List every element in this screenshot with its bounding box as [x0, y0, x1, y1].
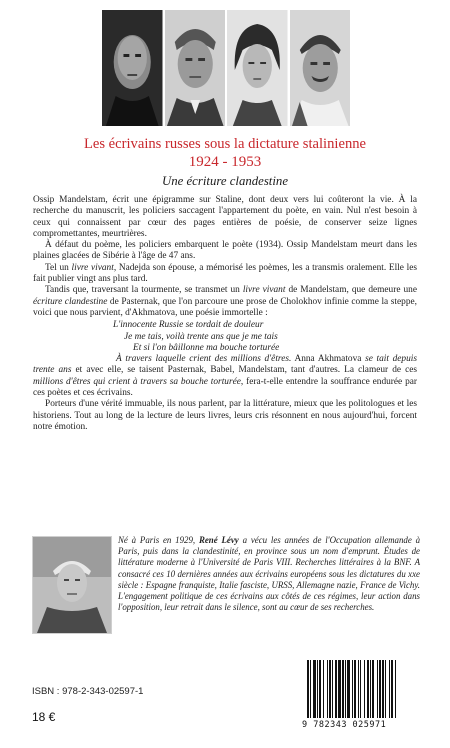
portrait-akhmatova: [227, 10, 288, 126]
barcode-bar: [377, 660, 378, 718]
barcode-bar: [385, 660, 386, 718]
barcode-bar: [307, 660, 309, 718]
book-dates: 1924 - 1953: [188, 154, 262, 170]
author-name: René Lévy: [198, 535, 239, 545]
paragraph-4: [33, 285, 417, 319]
bio-text: Né à Paris en 1929,: [118, 535, 199, 545]
p3-emphasis: livre vivant: [71, 262, 114, 273]
barcode: [305, 660, 423, 720]
price: 18 €: [32, 710, 56, 724]
poem: [33, 320, 417, 399]
portrait-mayakovsky: [102, 10, 163, 126]
barcode-bar: [367, 660, 369, 718]
portrait-gorky: [290, 10, 351, 126]
barcode-bar: [354, 660, 356, 718]
barcode-bar: [342, 660, 344, 718]
commentary-3: , fera-t-elle entendre la souffrance endurée par ces poètes et ces écrivains.: [33, 376, 418, 399]
barcode-bar: [360, 660, 361, 718]
p4-emphasis-2: écriture clandestine: [33, 296, 108, 307]
barcode-bar: [332, 660, 333, 718]
commentary-1: Anna Akhmatova: [291, 354, 366, 365]
author-photo: [32, 536, 112, 634]
barcode-bar: [352, 660, 353, 718]
barcode-bar: [327, 660, 328, 718]
barcode-bar: [391, 660, 393, 718]
back-cover-text: [33, 195, 417, 433]
paragraph-3: [33, 263, 417, 286]
barcode-bar: [370, 660, 371, 718]
bio-text-rest: a vécu les années de l'Occupation allemande à Paris, puis dans la clandestinité, en province sous un nom d'emprunt. Études de littérature moderne à l'Université de Paris VIII. Recherches littéraires à la BNF. A consacré ces 10 dernières années aux écrivains européens sous les dictatures du xxe siècle : Espagne franquiste, Italie fasciste, URSS, Allemagne nazie, France de Vichy. L'engagement politique de ces écrivains aux côtés de ces régimes, leur action dans l'opposition, leur retrait dans le silence, sont au cœur de ses recherches.: [118, 535, 421, 613]
p4-text-2: de Mandelstam, que demeure une: [285, 285, 417, 296]
barcode-bar: [395, 660, 396, 718]
barcode-bar: [310, 660, 311, 718]
barcode-bar: [389, 660, 390, 718]
paragraph-1: Ossip Mandelstam, écrit une épigramme sur Staline, dont deux vers lui coûteront la vie. À la recherche du manuscrit, les policiers saccagent l'appartement du poète, en vain. Nul n'est besoin à ceux qui connaissent par cœur des pages entières de poésie, de conserver seize lignes compromettantes, meurtrières.: [33, 195, 417, 239]
barcode-digits: 9 782343 025971: [302, 720, 387, 730]
barcode-bar: [323, 660, 324, 718]
p3-text-rest: , Nadejda son épouse, a mémorisé les poèmes, les a transmis oralement. Elle les fait publier vingt ans plus tard.: [33, 262, 417, 285]
p4-text-3: de Pasternak, que l'on parcoure une prose de Cholokhov infinie comme la steppe, voici que nous parvient, d'Akhmatova, une poésie immortelle :: [33, 296, 417, 318]
barcode-bar: [335, 660, 337, 718]
author-portraits: [102, 10, 350, 126]
portrait-pasternak: [165, 10, 226, 126]
barcode-bar: [313, 660, 316, 718]
paragraph-5: Porteurs d'une vérité immuable, ils nous parlent, par la littérature, mieux que les politologues et les historiens. Tout au long de la lecture de leurs livres, leurs cris résonnent en nous aujourd'hui, forcent notre émotion.: [33, 399, 417, 432]
barcode-bar: [347, 660, 350, 718]
barcode-bar: [329, 660, 331, 718]
barcode-bar: [382, 660, 384, 718]
barcode-bar: [317, 660, 318, 718]
isbn: ISBN : 978-2-343-02597-1: [32, 686, 144, 697]
book-subtitle: Une écriture clandestine: [161, 174, 289, 188]
book-title: Les écrivains russes sous la dictature stalinienne: [83, 136, 367, 152]
barcode-bar: [338, 660, 341, 718]
author-bio: [118, 535, 420, 613]
commentary-emphasis-2: millions d'êtres qui crient à travers sa bouche torturée: [33, 376, 241, 387]
p4-emphasis-1: livre vivant: [242, 285, 286, 296]
poem-line-1: L'innocente Russie se tordait de douleur: [113, 320, 264, 331]
p3-text: Tel un: [45, 262, 72, 273]
barcode-bar: [364, 660, 365, 718]
p4-text: Tandis que, traversant la tourmente, se transmet un: [45, 285, 243, 296]
barcode-bar: [358, 660, 359, 718]
barcode-bar: [372, 660, 374, 718]
commentary-emphasis-1: se tait depuis trente ans: [33, 354, 417, 376]
barcode-bar: [345, 660, 346, 718]
barcode-bar: [379, 660, 381, 718]
paragraph-2: À défaut du poème, les policiers embarquent le poète (1934). Ossip Mandelstam meurt dans les plaines glacées de Sibérie à l'âge de 47 ans.: [33, 240, 417, 262]
commentary-2: et avec elle, se taisent Pasternak, Babel, Mandelstam, tant d'autres. La clameur de ces: [71, 365, 417, 376]
poem-line-2: Je me tais, voilà trente ans que je me tais: [124, 331, 278, 342]
poem-line-4: À travers laquelle crient des millions d'êtres.: [116, 354, 292, 365]
barcode-bar: [319, 660, 321, 718]
poem-line-3: Et si l'on bâillonne ma bouche torturée: [133, 342, 280, 353]
poem-line-4-and-commentary: [33, 354, 417, 399]
